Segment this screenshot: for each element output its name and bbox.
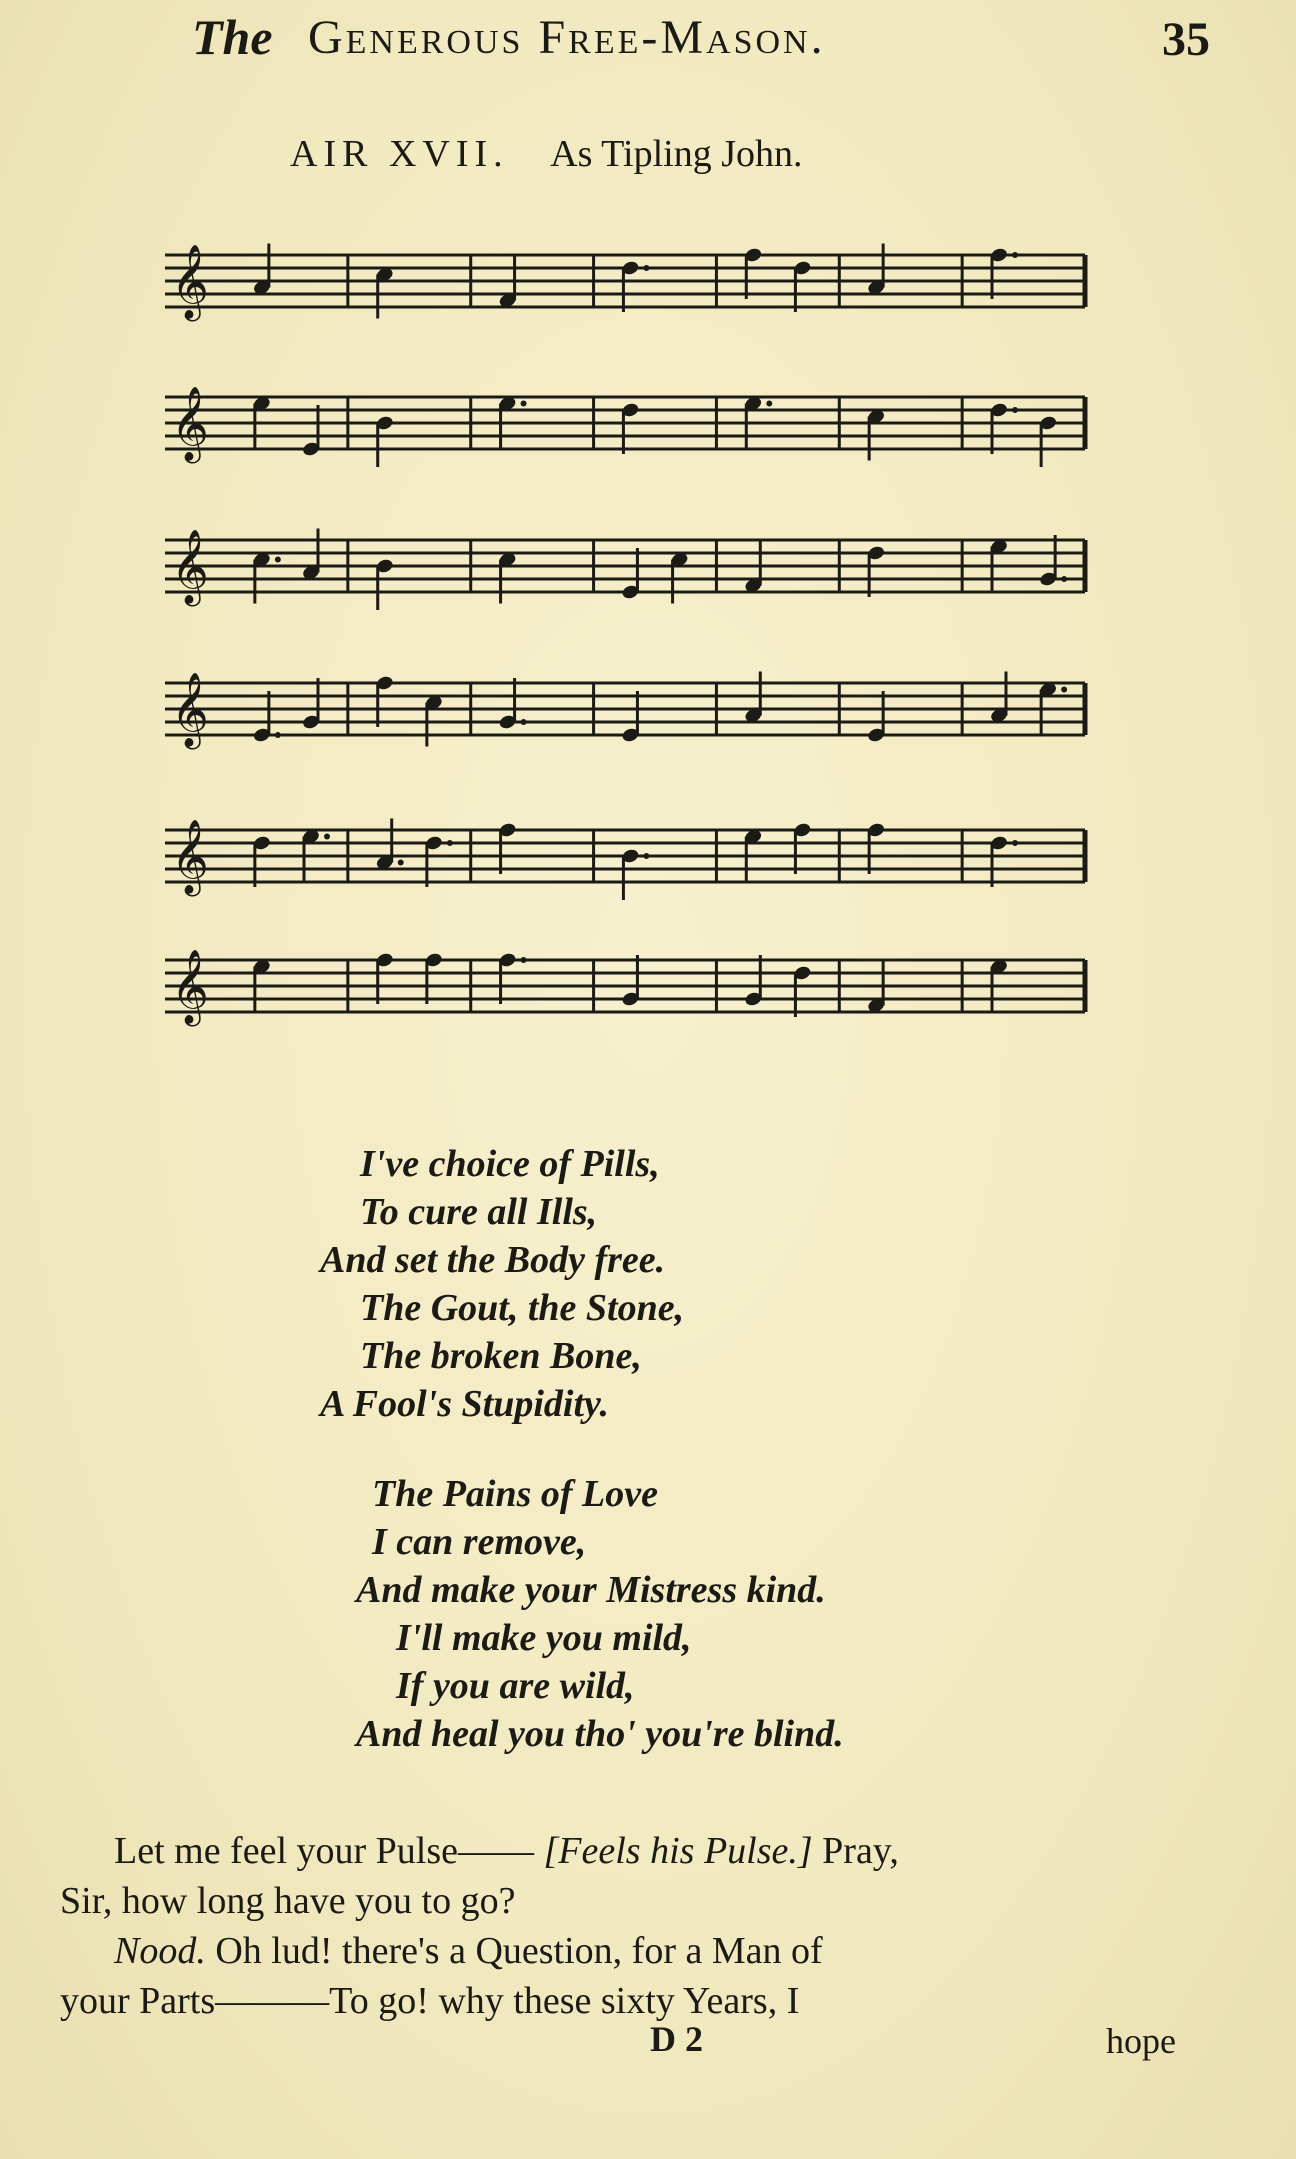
verse-line: I'll make you mild,: [396, 1617, 692, 1659]
verse-line: If you are wild,: [396, 1665, 635, 1707]
note-dot: [447, 840, 453, 846]
note-dot: [766, 401, 772, 407]
prose-text: [60, 1826, 1180, 2026]
prose-line: your Parts———To go! why these sixty Years, I: [60, 1980, 800, 2022]
prose-line: [60, 1826, 1180, 1876]
treble-clef-icon: 𝄞: [171, 950, 209, 1024]
catchword: hope: [1106, 2021, 1176, 2061]
verse-line: The Gout, the Stone,: [360, 1287, 685, 1329]
verse-line: I've choice of Pills,: [360, 1143, 660, 1185]
treble-clef-icon: 𝄞: [171, 245, 209, 319]
header-title: Generous Free-Mason.: [308, 11, 826, 64]
verse-line: The broken Bone,: [360, 1335, 642, 1377]
prose-line-text: Oh lud! there's a Question, for a Man of: [215, 1930, 823, 1972]
verse-line: And make your Mistress kind.: [356, 1569, 826, 1611]
note-dot: [643, 853, 649, 859]
note-dot: [1012, 407, 1018, 413]
note-dot: [275, 557, 281, 563]
note-dot: [521, 719, 527, 725]
note-dot: [1061, 576, 1067, 582]
air-tune-name: As Tipling John.: [550, 133, 803, 175]
verse-one: [300, 1140, 684, 1428]
signature-mark: D 2: [650, 2019, 703, 2059]
treble-clef-icon: 𝄞: [171, 387, 209, 461]
verse-line: To cure all Ills,: [360, 1191, 598, 1233]
page-number: 35: [1162, 13, 1210, 66]
note-dot: [1012, 840, 1018, 846]
prose-line-text: Let me feel your Pulse——: [114, 1830, 535, 1872]
verse-line: And set the Body free.: [320, 1239, 666, 1281]
note-dot: [398, 860, 404, 866]
prose-line: [60, 1926, 1180, 1976]
verse-line: And heal you tho' you're blind.: [356, 1713, 844, 1755]
note-dot: [643, 265, 649, 271]
prose-line: Sir, how long have you to go?: [60, 1880, 516, 1922]
treble-clef-icon: 𝄞: [171, 820, 209, 894]
note-dot: [275, 732, 281, 738]
prose-line-text: Pray,: [822, 1830, 899, 1872]
air-number: AIR XVII.: [290, 133, 509, 175]
verse-line: The Pains of Love: [372, 1473, 659, 1515]
header-the: The: [192, 9, 273, 65]
note-dot: [521, 401, 527, 407]
note-dot: [521, 957, 527, 963]
note-dot: [1012, 252, 1018, 258]
verse-line: A Fool's Stupidity.: [320, 1383, 609, 1425]
verse-line: I can remove,: [372, 1521, 587, 1563]
stage-direction: [Feels his Pulse.]: [543, 1830, 813, 1872]
speaker-name: Nood.: [114, 1930, 206, 1972]
treble-clef-icon: 𝄞: [171, 673, 209, 747]
verse-two: [300, 1470, 844, 1758]
treble-clef-icon: 𝄞: [171, 530, 209, 604]
note-dot: [1061, 687, 1067, 693]
note-dot: [324, 834, 330, 840]
